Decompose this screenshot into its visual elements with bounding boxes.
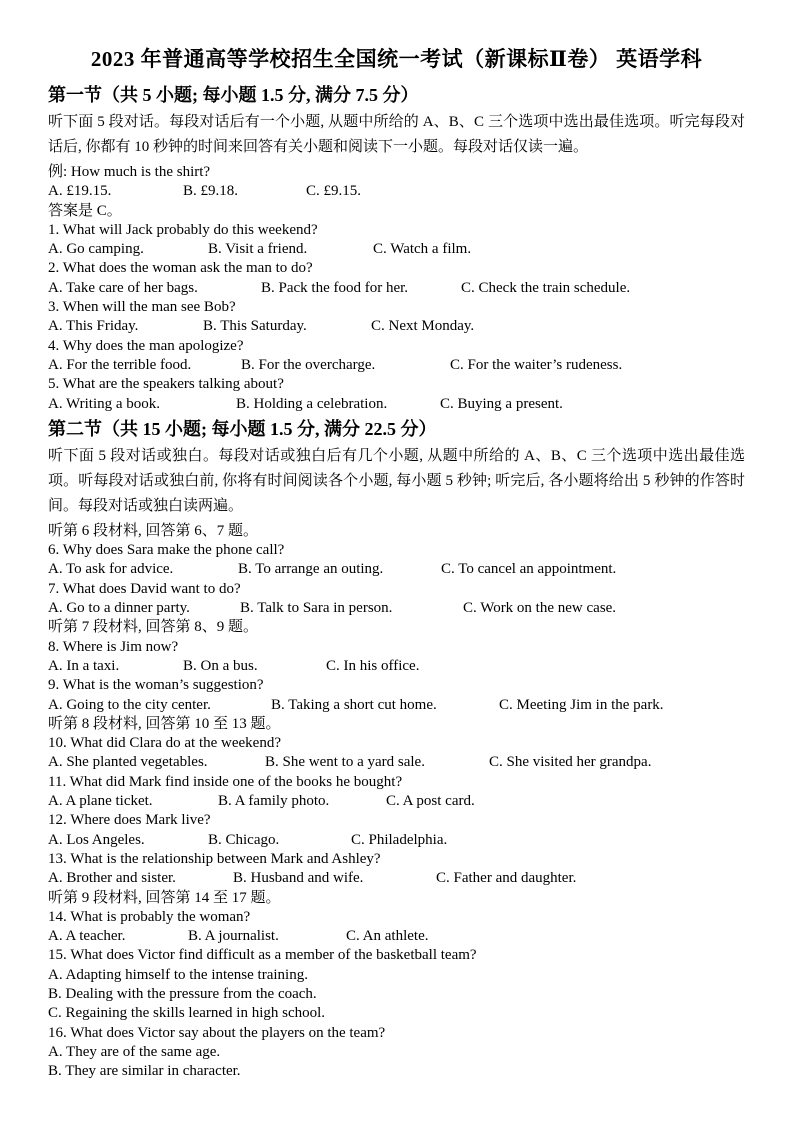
q4-option-c: C. For the waiter’s rudeness. xyxy=(450,356,623,373)
q7-option-a: A. Go to a dinner party. xyxy=(48,600,190,617)
question-13-options xyxy=(48,869,745,888)
q12-option-b: B. Chicago. xyxy=(208,831,280,848)
page-title: 2023 年普通高等学校招生全国统一考试（新课标Ⅱ卷） 英语学科 xyxy=(90,47,703,71)
q8-option-a: A. In a taxi. xyxy=(48,657,120,674)
question-11: 11. What did Mark find inside one of the books he bought? xyxy=(48,773,403,790)
q10-option-a: A. She planted vegetables. xyxy=(48,754,208,771)
q14-option-a: A. A teacher. xyxy=(48,928,126,945)
q16-option-a: A. They are of the same age. xyxy=(48,1043,221,1060)
example-answer: 答案是 C。 xyxy=(48,202,122,219)
material-note-6: 听第 6 段材料, 回答第 6、7 题。 xyxy=(48,522,259,539)
question-8: 8. Where is Jim now? xyxy=(48,638,179,655)
material-note-8: 听第 8 段材料, 回答第 10 至 13 题。 xyxy=(48,715,281,732)
question-11-options xyxy=(48,792,745,811)
question-9: 9. What is the woman’s suggestion? xyxy=(48,677,264,694)
q1-option-c: C. Watch a film. xyxy=(373,241,472,258)
q8-option-b: B. On a bus. xyxy=(183,657,258,674)
question-4-options xyxy=(48,356,745,375)
example-question: 例: How much is the shirt? xyxy=(48,164,211,180)
question-2: 2. What does the woman ask the man to do? xyxy=(48,260,313,277)
q6-option-b: B. To arrange an outing. xyxy=(238,561,384,578)
q10-option-b: B. She went to a yard sale. xyxy=(265,754,425,771)
q5-option-c: C. Buying a present. xyxy=(440,395,563,412)
q9-option-c: C. Meeting Jim in the park. xyxy=(499,696,664,713)
q12-option-c: C. Philadelphia. xyxy=(351,831,448,848)
question-2-options xyxy=(48,279,745,298)
q1-option-b: B. Visit a friend. xyxy=(208,241,308,258)
q9-option-b: B. Taking a short cut home. xyxy=(271,696,437,713)
question-16: 16. What does Victor say about the players on the team? xyxy=(48,1024,386,1041)
q3-option-b: B. This Saturday. xyxy=(203,318,307,335)
question-4: 4. Why does the man apologize? xyxy=(48,337,244,354)
question-15: 15. What does Victor find difficult as a member of the basketball team? xyxy=(48,947,477,964)
q11-option-c: C. A post card. xyxy=(386,793,475,810)
question-6: 6. Why does Sara make the phone call? xyxy=(48,542,285,559)
q4-option-b: B. For the overcharge. xyxy=(241,356,376,373)
q13-option-a: A. Brother and sister. xyxy=(48,870,176,887)
q5-option-b: B. Holding a celebration. xyxy=(236,395,388,412)
part2-heading: 第二节（共 15 小题; 每小题 1.5 分, 满分 22.5 分） xyxy=(48,418,437,439)
q14-option-b: B. A journalist. xyxy=(188,928,279,945)
q5-option-a: A. Writing a book. xyxy=(48,395,161,412)
question-6-options xyxy=(48,560,745,579)
q2-option-a: A. Take care of her bags. xyxy=(48,279,198,296)
q7-option-c: C. Work on the new case. xyxy=(463,600,617,617)
example-options xyxy=(48,182,745,201)
q3-option-c: C. Next Monday. xyxy=(371,318,475,335)
question-5: 5. What are the speakers talking about? xyxy=(48,376,284,393)
question-1: 1. What will Jack probably do this weekend? xyxy=(48,221,318,238)
part2-instructions: 听下面 5 段对话或独白。每段对话或独白后有几个小题, 从题中所给的 A、B、C 三个选项中选出最佳选项。听每段对话或独白前, 你将有时间阅读各个小题, 每小题 5 秒钟; 听完后, 各小题将给出 5 秒钟的作答时间。每段对话或独白读两遍。 xyxy=(48,447,745,514)
question-8-options xyxy=(48,657,745,676)
question-14-options xyxy=(48,927,745,946)
question-1-options xyxy=(48,240,745,259)
q1-option-a: A. Go camping. xyxy=(48,241,144,258)
q2-option-b: B. Pack the food for her. xyxy=(261,279,409,296)
q8-option-c: C. In his office. xyxy=(326,657,420,674)
q7-option-b: B. Talk to Sara in person. xyxy=(240,600,393,617)
q10-option-c: C. She visited her grandpa. xyxy=(489,754,652,771)
question-13: 13. What is the relationship between Mark and Ashley? xyxy=(48,850,381,867)
q9-option-a: A. Going to the city center. xyxy=(48,696,211,713)
q3-option-a: A. This Friday. xyxy=(48,318,139,335)
question-14: 14. What is probably the woman? xyxy=(48,908,251,925)
q6-option-a: A. To ask for advice. xyxy=(48,561,174,578)
material-note-9: 听第 9 段材料, 回答第 14 至 17 题。 xyxy=(48,889,281,906)
q15-option-a: A. Adapting himself to the intense training. xyxy=(48,966,308,983)
q2-option-c: C. Check the train schedule. xyxy=(461,279,631,296)
q15-option-c: C. Regaining the skills learned in high school. xyxy=(48,1005,326,1022)
example-option-c: C. £9.15. xyxy=(306,183,362,200)
question-3-options xyxy=(48,317,745,336)
q16-option-b: B. They are similar in character. xyxy=(48,1063,241,1080)
question-10: 10. What did Clara do at the weekend? xyxy=(48,735,281,752)
q11-option-a: A. A plane ticket. xyxy=(48,793,153,810)
part1-heading: 第一节（共 5 小题; 每小题 1.5 分, 满分 7.5 分） xyxy=(48,85,419,105)
q11-option-b: B. A family photo. xyxy=(218,793,330,810)
question-7-options xyxy=(48,599,745,618)
example-option-b: B. £9.18. xyxy=(183,183,239,200)
question-5-options xyxy=(48,395,745,414)
question-12: 12. Where does Mark live? xyxy=(48,812,211,829)
q14-option-c: C. An athlete. xyxy=(346,928,429,945)
question-3: 3. When will the man see Bob? xyxy=(48,299,236,316)
material-note-7: 听第 7 段材料, 回答第 8、9 题。 xyxy=(48,619,259,636)
question-12-options xyxy=(48,831,745,850)
question-7: 7. What does David want to do? xyxy=(48,580,241,597)
example-option-a: A. £19.15. xyxy=(48,183,112,200)
q13-option-b: B. Husband and wife. xyxy=(233,870,364,887)
q12-option-a: A. Los Angeles. xyxy=(48,831,145,848)
part1-instructions: 听下面 5 段对话。每段对话后有一个小题, 从题中所给的 A、B、C 三个选项中选出最佳选项。听完每段对话后, 你都有 10 秒钟的时间来回答有关小题和阅读下一小题。每段对话仅读一遍。 xyxy=(48,114,745,155)
q4-option-a: A. For the terrible food. xyxy=(48,356,192,373)
question-9-options xyxy=(48,696,745,715)
q6-option-c: C. To cancel an appointment. xyxy=(441,561,617,578)
q13-option-c: C. Father and daughter. xyxy=(436,870,577,887)
q15-option-b: B. Dealing with the pressure from the coach. xyxy=(48,985,317,1002)
question-10-options xyxy=(48,753,745,772)
